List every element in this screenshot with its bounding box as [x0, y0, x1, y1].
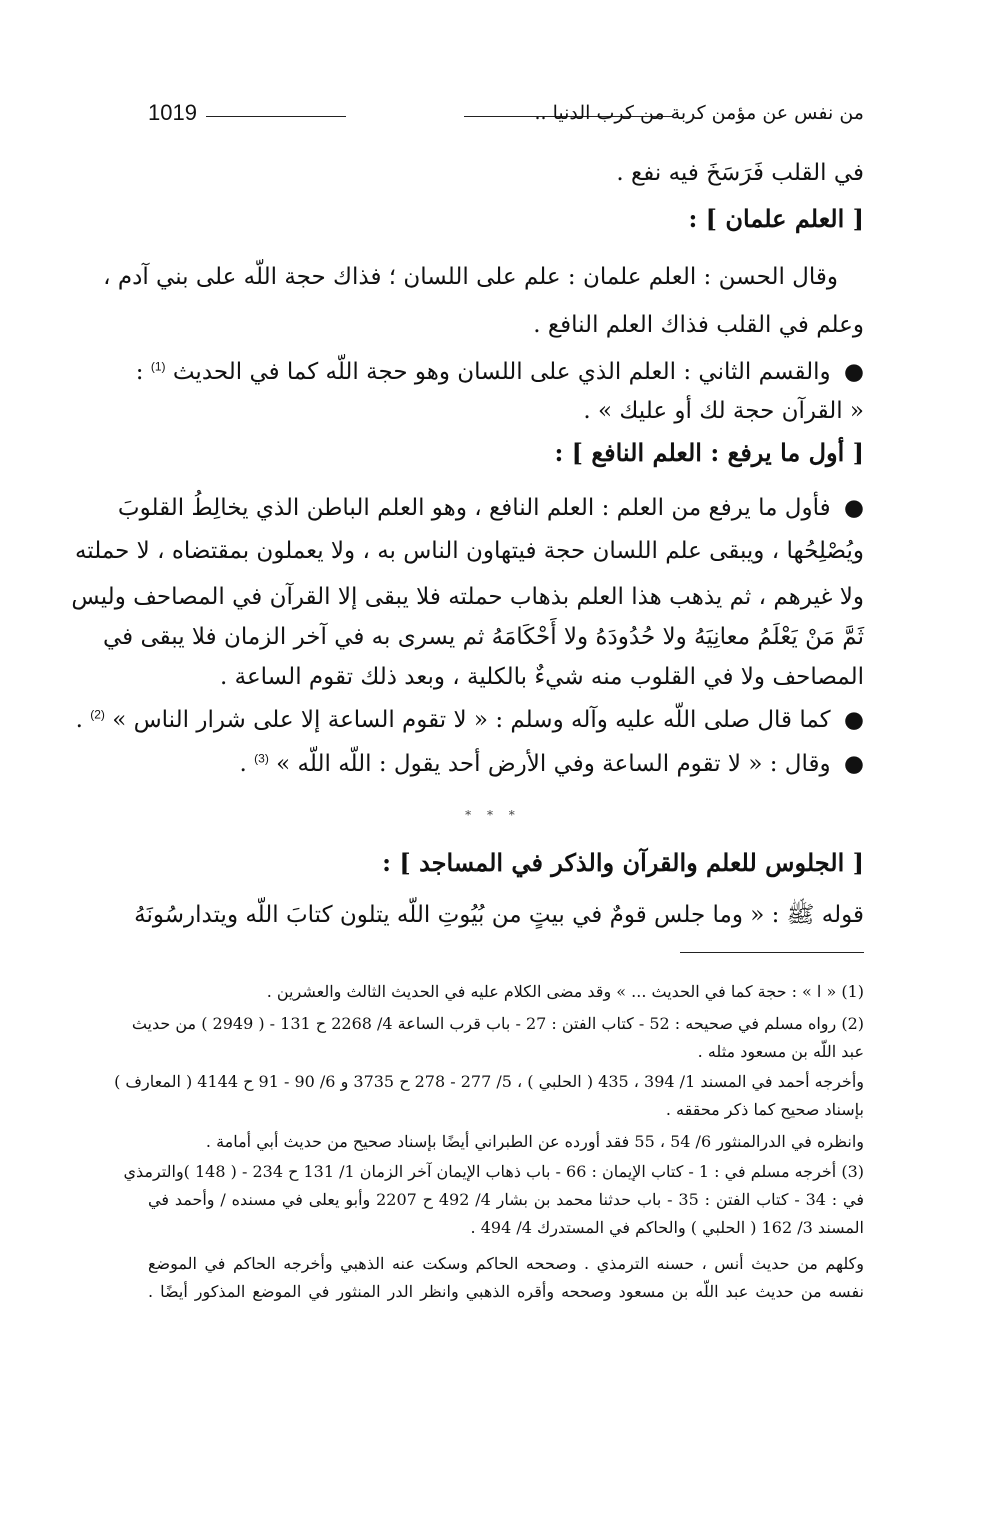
- footnote-line: المسند 3/ 162 ( الحلبي ) والحاكم في المستدرك 4/ 494 .: [470, 1218, 864, 1237]
- page-number: 1019: [148, 100, 197, 125]
- paragraph-text: والقسم الثاني : العلم الذي على اللسان وهو حجة اللّه كما في الحديث: [172, 359, 831, 385]
- paragraph-line: ويُصْلِحُها ، ويبقى علم اللسان حجة فيتهاون الناس به ، ولا يعملون بمقتضاه ، لا حملته: [74, 538, 864, 564]
- footnote-line: (2) رواه مسلم في صحيحه : 52 - كتاب الفتن : 27 - باب قرب الساعة 4/ 2268 ح 131 - ( 2949 ) من حديث: [131, 1014, 864, 1033]
- footnote-line: (3) أخرجه مسلم في : 1 - كتاب الإيمان : 66 - باب ذهاب الإيمان آخر الزمان 1/ 131 ح 234 - ( 148 )والترمذي: [123, 1162, 864, 1181]
- header-title: من نفس عن مؤمن كربة من كرب الدنيا ..: [534, 102, 864, 124]
- paragraph-line: وعلم في القلب فذاك العلم النافع .: [533, 312, 864, 338]
- bullet-icon: ●: [843, 494, 864, 521]
- footnote-ref: (2): [90, 707, 105, 722]
- paragraph-line: [136, 358, 864, 385]
- footnote-line: وأخرجه أحمد في المسند 1/ 394 ، 435 ( الحلبي ) ، 5/ 277 - 278 ح 3735 و 6/ 90 - 91 ح 4144 ( المعارف ): [114, 1072, 864, 1091]
- section-heading: [ الجلوس للعلم والقرآن والذكر في المساجد ] :: [382, 848, 864, 877]
- paragraph-line: المصاحف ولا في القلوب منه شيءٌ بالكلية ، وبعد ذلك تقوم الساعة .: [219, 664, 864, 690]
- paragraph-line: ولا غيرهم ، ثم يذهب هذا العلم بذهاب حملته فلا يبقى إلا القرآن في المصاحف وليس: [71, 584, 864, 610]
- footnote-line: وكلهم من حديث أنس ، حسنه الترمذي . وصححه الحاكم وسكت عنه الذهبي وأخرجه الحاكم في الموضع: [148, 1254, 864, 1273]
- paragraph-line: وقال الحسن : العلم علمان : علم على اللسان ؛ فذاك حجة اللّه على بني آدم ،: [103, 264, 838, 290]
- footnote-ref: (1): [150, 359, 166, 374]
- paragraph-line: [117, 494, 864, 521]
- section-heading: [ أول ما يرفع : العلم النافع ] :: [554, 438, 864, 467]
- paragraph-text: وقال : « لا تقوم الساعة وفي الأرض أحد يقول : اللّه اللّه »: [276, 751, 831, 777]
- paragraph-text: كما قال صلى اللّه عليه وآله وسلم : « لا تقوم الساعة إلا على شرار الناس »: [112, 707, 831, 733]
- running-header: [148, 100, 864, 134]
- text-line: في القلب فَرَسَخَ فيه نفع .: [616, 160, 864, 186]
- footnote-ref: (3): [254, 751, 269, 766]
- footnote-separator: [680, 952, 864, 953]
- paragraph-text: فأول ما يرفع من العلم : العلم النافع ، وهو العلم الباطن الذي يخالِطُ القلوبَ: [117, 495, 831, 521]
- bullet-icon: ●: [843, 750, 864, 777]
- paragraph-text: :: [135, 359, 144, 385]
- bullet-icon: ●: [843, 358, 864, 385]
- footnote-line: بإسناد صحيح كما ذكر محققه .: [665, 1100, 864, 1119]
- bullet-icon: ●: [843, 706, 864, 733]
- footnote-line: نفسه من حديث عبد اللّه بن مسعود وصححه وأقره الذهبي وانظر الدر المنثور في الموضع المذكور أيضًا .: [148, 1282, 864, 1301]
- footnote-line: في : 34 - كتاب الفتن : 35 - باب حدثنا محمد بن بشار 4/ 492 ح 2207 وأبو يعلى في مسنده / وأحمد في: [148, 1190, 865, 1209]
- header-rule-left: [206, 116, 346, 117]
- paragraph-line: قوله ﷺ : « وما جلس قومٌ في بيتٍ من بُيُوتِ اللّه يتلون كتابَ اللّه ويتدارسُونَهُ: [134, 902, 864, 928]
- paragraph-line: [76, 706, 864, 733]
- footnote-line: (1) « ا » : حجة كما في الحديث ... » وقد مضى الكلام عليه في الحديث الثالث والعشرين .: [266, 982, 864, 1001]
- paragraph-text: .: [75, 707, 83, 733]
- paragraph-text: .: [239, 751, 247, 777]
- paragraph-line: « القرآن حجة لك أو عليك » .: [583, 398, 864, 424]
- section-divider-stars: * * *: [465, 808, 521, 822]
- footnote-line: عبد اللّه بن مسعود مثله .: [697, 1042, 864, 1061]
- paragraph-line: ثَمَّ مَنْ يَعْلَمُ معانِيَهُ ولا حُدُودَهُ ولا أَحْكَامَهُ ثم يسرى به في آخر الزمان فلا يبقى في: [103, 624, 864, 650]
- section-heading: [ العلم علمان ] :: [688, 204, 864, 233]
- paragraph-line: [240, 750, 864, 777]
- footnote-line: وانظره في الدرالمنثور 6/ 54 ، 55 فقد أورده عن الطبراني أيضًا بإسناد صحيح من حديث أبي أمامة .: [205, 1132, 864, 1151]
